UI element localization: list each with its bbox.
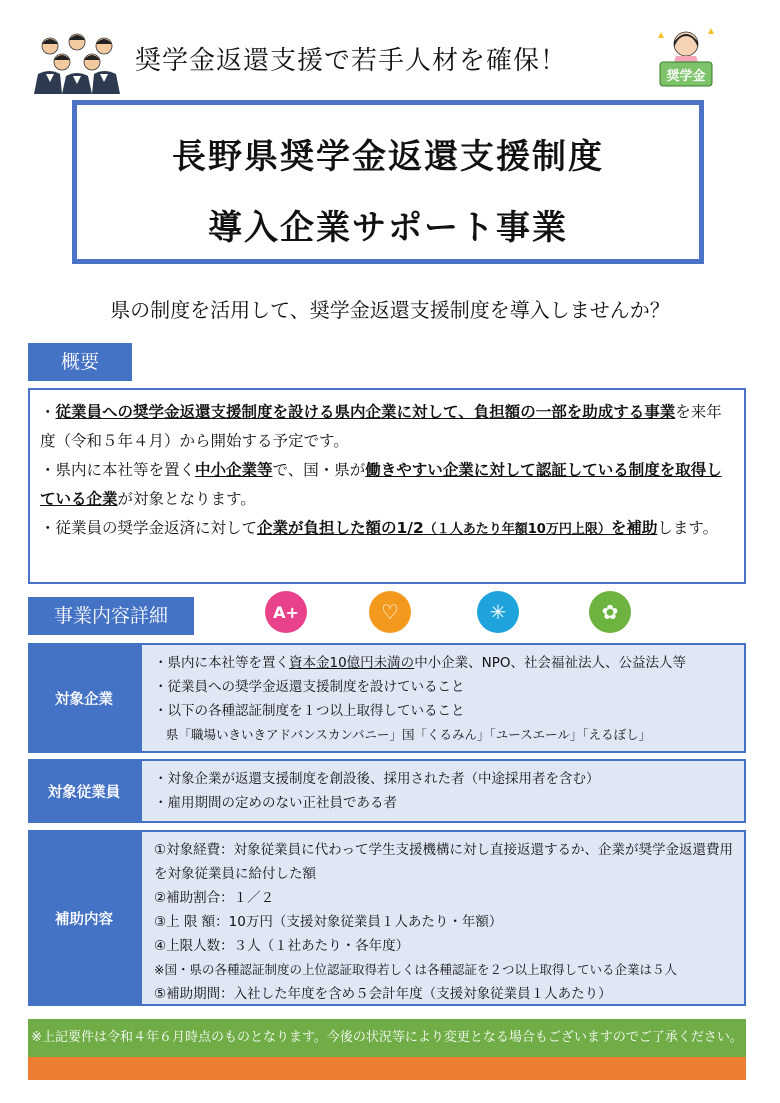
subsidy-line2: ②補助割合：１／２ (154, 890, 275, 906)
title-line2: 導入企業サポート事業 (208, 208, 568, 248)
tc-l1-c: 中小企業、NPO、社会福祉法人、公益法人等 (414, 655, 687, 671)
tagline: 奨学金返還支援で若手人材を確保！ (135, 46, 568, 76)
subsidy-line5: ※国・県の各種認証制度の上位認証取得若しくは各種認証を２つ以上取得している企業は５人 (154, 962, 677, 977)
tc-l1-a: ・県内に本社等を置く (154, 655, 289, 671)
overview-p3-b: 企業が負担した額の1/2 (257, 519, 424, 537)
target-company-line1 (154, 651, 744, 675)
overview-box (28, 388, 746, 584)
overview-paragraph-2 (40, 456, 734, 514)
subsidy-head: 補助内容 (28, 830, 140, 1006)
overview-p2-d: 働きやすい企業に対して認証している制度を取得している企業 (40, 461, 722, 508)
business-people-illustration (32, 28, 122, 94)
overview-p3-c: （１人あたり年額10万円上限） (423, 522, 611, 537)
overview-p2-e: が対象となります。 (117, 490, 256, 508)
bullet: ・ (40, 403, 56, 421)
mascot-sign-text: 奨学金 (666, 69, 706, 84)
subsidy-body (140, 830, 746, 1006)
lead-question: 県の制度を活用して、奨学金返還支援制度を導入しませんか？ (110, 298, 670, 322)
target-employee-head: 対象従業員 (28, 759, 140, 823)
footer-orange-bar (28, 1057, 746, 1080)
target-company-line2: ・従業員への奨学金返還支援制度を設けていること (154, 679, 465, 695)
overview-paragraph-3 (40, 514, 734, 544)
svg-text:A+: A+ (273, 603, 299, 622)
subsidy-line3: ③上 限 額：10万円（支援対象従業員１人あたり・年額） (154, 914, 503, 930)
target-employee-body (140, 759, 746, 823)
svg-text:✳: ✳ (489, 600, 507, 624)
overview-p3-d: を補助 (610, 519, 658, 537)
subsidy-line4: ④上限人数：３人（１社あたり・各年度） (154, 938, 410, 954)
svg-text:✿: ✿ (601, 600, 619, 624)
title-box (72, 100, 704, 264)
overview-paragraph-1 (40, 398, 734, 456)
overview-p3-a: ・従業員の奨学金返済に対して (40, 519, 258, 537)
advance-company-icon (264, 590, 308, 634)
svg-text:♡: ♡ (381, 600, 399, 624)
overview-label: 概要 (28, 343, 132, 381)
overview-p1-emphasis: 従業員への奨学金返還支援制度を設ける県内企業に対して、負担額の一部を助成する事業 (55, 403, 676, 421)
overview-p3-e: します。 (657, 519, 719, 537)
details-label: 事業内容詳細 (28, 597, 194, 635)
overview-p2-a: ・県内に本社等を置く (40, 461, 196, 479)
overview-p2-c: で、国・県が (272, 461, 366, 479)
tc-l1-b: 資本金10億円未満の (289, 655, 415, 671)
kurumin-icon (368, 590, 412, 634)
target-company-head: 対象企業 (28, 643, 140, 753)
subsidy-line6: ⑤補助期間：入社した年度を含め５会計年度（支援対象従業員１人あたり） (154, 986, 612, 1002)
overview-p2-b: 中小企業等 (195, 461, 273, 479)
title-line1: 長野県奨学金返還支援制度 (172, 137, 604, 177)
youth-yell-icon (476, 590, 520, 634)
footer-note: ※上記要件は令和４年６月時点のものとなります。今後の状況等により変更となる場合もございますのでご了承ください。 (28, 1019, 746, 1057)
target-company-body (140, 643, 746, 753)
overview-p1-rest: を来年度（令和５年４月）から開始する予定です。 (40, 403, 722, 450)
target-employee-line2: ・雇用期間の定めのない正社員である者 (154, 795, 397, 811)
subsidy-line1: ①対象経費：対象従業員に代わって学生支援機構に対し直接返還するか、企業が奨学金返還費用を対象従業員に給付した額 (154, 842, 733, 882)
target-employee-line1: ・対象企業が返還支援制度を創設後、採用された者（中途採用者を含む） (154, 771, 600, 787)
target-company-line4: 県「職場いきいきアドバンスカンパニー」国「くるみん」「ユースエール」「えるぼし」 (166, 727, 652, 742)
target-company-line3: ・以下の各種認証制度を１つ以上取得していること (154, 703, 465, 719)
eruboshi-icon (588, 590, 632, 634)
scholarship-mascot-icon (650, 26, 722, 94)
